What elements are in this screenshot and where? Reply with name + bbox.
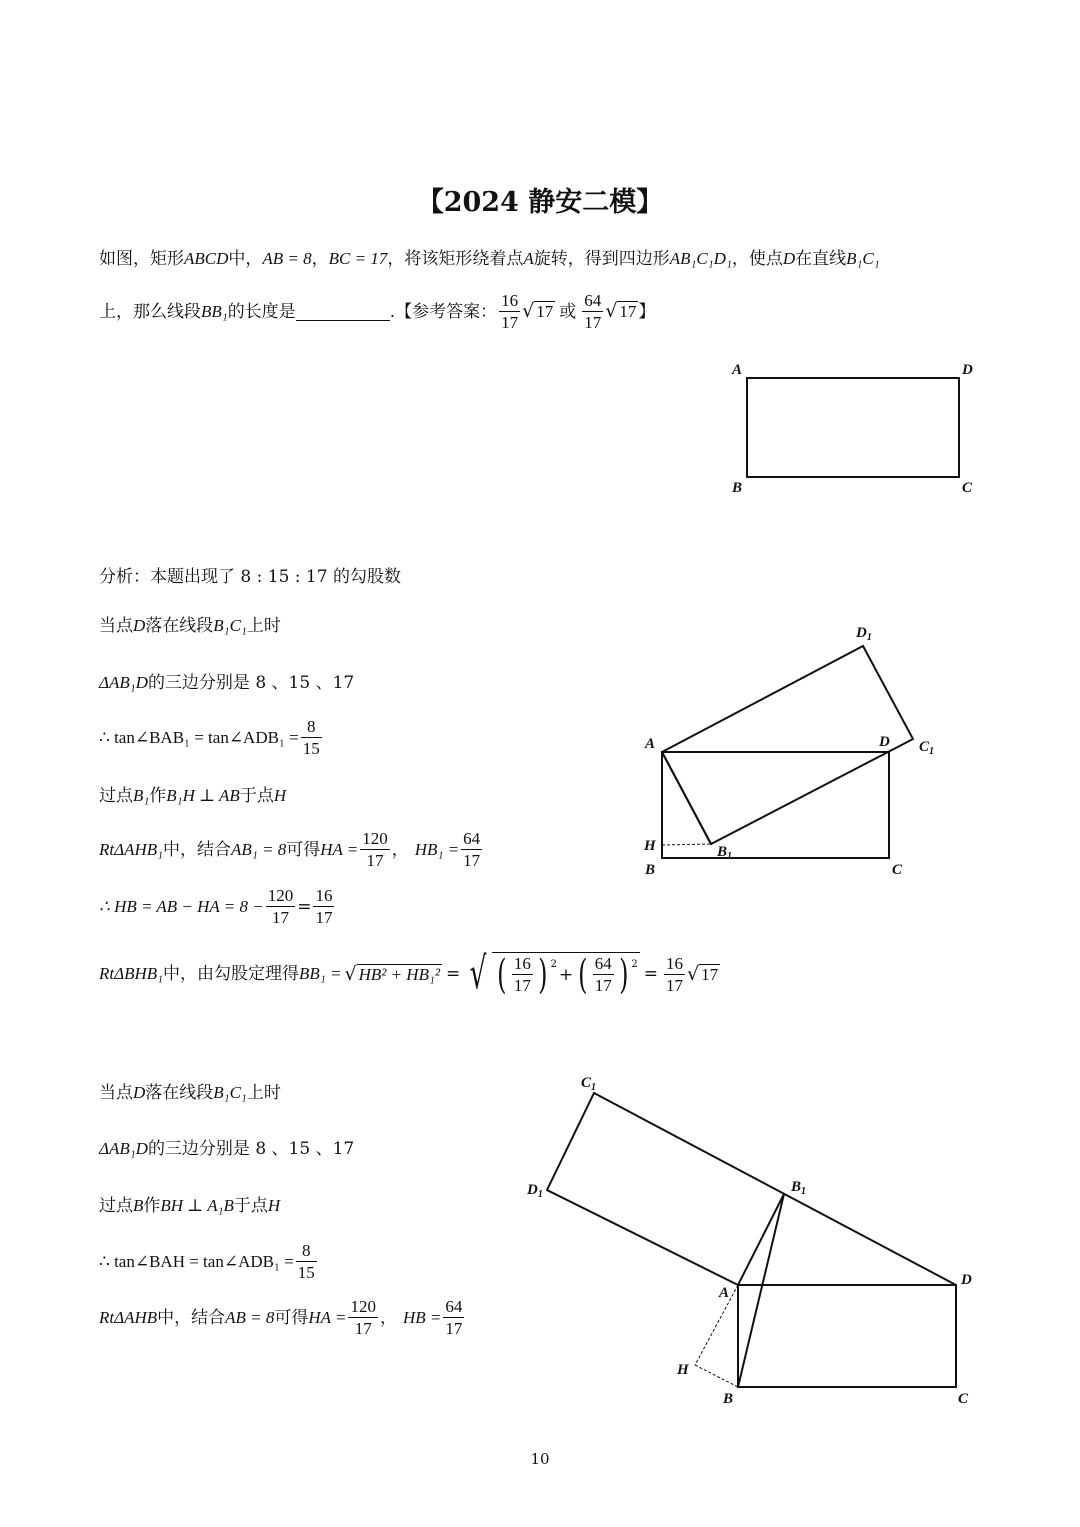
segment-ab1 (662, 752, 711, 844)
figure-case1 (630, 615, 960, 885)
case1-line-1: 当点D落在线段B₁C₁上时 (99, 616, 281, 636)
fraction: $\frac{120}{17}$ (267, 886, 294, 927)
math-bc: BC = 17 (328, 249, 388, 268)
label-b: B (723, 1391, 734, 1407)
reference-answer-label: 【参考答案： (395, 301, 498, 322)
fraction: $\frac{16}{17}$ (315, 886, 333, 927)
segment-hb (695, 1365, 738, 1387)
fraction: $\frac{16}{17}$ (501, 291, 519, 332)
big-sqrt: √ (469, 948, 487, 999)
case2-line-2: ΔAB₁D的三边分别是 8 、15 、17 (99, 1139, 355, 1159)
sqrt: √ 17 (605, 300, 637, 322)
label-d1: $D_1$ (527, 1182, 543, 1200)
case1-line-6: ∴ HB = AB − HA = 8 − $\frac{120}{17}$ = $\frac{16}{17}$ (99, 886, 333, 927)
page-title: 【2024 静安二模】 (416, 187, 664, 218)
figure-case2 (520, 1068, 990, 1413)
analysis-intro: 分析：本题出现了 8 : 15 : 17 的勾股数 (99, 567, 401, 587)
fraction: $\frac{120}{17}$ (350, 1297, 376, 1338)
sqrt: √ 17 (522, 300, 554, 322)
sqrt: √ 17 (686, 962, 719, 985)
segment-bb1 (738, 1194, 784, 1387)
math-b1c1: B₁C₁ (846, 249, 880, 268)
figure-rectangle (720, 355, 990, 505)
label-d: D (961, 1272, 972, 1288)
text: 中， (228, 249, 263, 269)
label-b: B (645, 862, 656, 878)
text: ， (311, 249, 329, 269)
text: 或 (559, 301, 577, 322)
math-a: A (523, 249, 534, 268)
fraction: $\frac{120}{17}$ (362, 829, 388, 870)
text: 旋转，得到四边形 (533, 249, 670, 269)
case2-line-3: 过点B作BH ⊥ A₁B于点H (99, 1196, 281, 1216)
label-c: C (892, 862, 903, 878)
case1-line-2: ΔAB₁D的三边分别是 8 、15 、17 (99, 673, 355, 693)
case2-line-1: 当点D落在线段B₁C₁上时 (99, 1083, 281, 1103)
answer-blank[interactable] (296, 302, 390, 321)
fraction: $\frac{8}{15}$ (302, 717, 320, 758)
rect-abcd (747, 378, 959, 477)
label-d1: $D_1$ (856, 625, 872, 643)
label-a: A (719, 1285, 730, 1301)
segment-ab1 (738, 1194, 784, 1285)
label-b: B (732, 480, 743, 496)
math-rect: ABCD (184, 249, 229, 268)
case1-line-4: 过点B₁作B₁H ⊥ AB于点H (99, 786, 287, 806)
math-ab: AB = 8 (262, 249, 312, 268)
label-d: D (879, 734, 890, 750)
label-c1: $C_1$ (581, 1075, 597, 1093)
page-number: 10 (530, 1450, 550, 1468)
label-c1: $C_1$ (919, 739, 935, 757)
math-quad: AB₁C₁D₁ (669, 249, 732, 268)
case1-line-7: RtΔBHB₁ 中，由勾股定理得 BB₁ = √ HB² + HB₁² = √ ( $\frac{16}{17}$ ) $^2$ + ( $\frac{64}{17}$ ) $^2$ = $\frac{16}{17}$ √ 17 (99, 948, 719, 999)
fraction: $\frac{16}{17}$ (665, 953, 683, 995)
case2-line-5: RtΔAHB 中，结合 AB = 8 可得 HA = $\frac{120}{17}$ ， HB = $\frac{64}{17}$ (99, 1297, 463, 1338)
fraction: $\frac{8}{15}$ (297, 1241, 315, 1282)
rect-abcd (662, 752, 889, 858)
segment-hb1 (662, 844, 711, 845)
text: 如图，矩形 (99, 249, 184, 269)
rotated-rect (662, 646, 913, 844)
problem-line-2 (99, 290, 655, 333)
label-b1: $B_1$ (791, 1179, 807, 1197)
label-a: A (732, 362, 743, 378)
fraction: $\frac{64}{17}$ (584, 291, 602, 332)
label-c: C (958, 1391, 969, 1407)
sqrt-body: ( $\frac{16}{17}$ ) $^2$ + ( $\frac{64}{17}$ ) $^2$ (492, 952, 639, 996)
text: 上，那么线段 (99, 301, 201, 322)
fraction: $\frac{64}{17}$ (463, 829, 481, 870)
case1-line-3: ∴ tan∠BAB₁ = tan∠ADB₁ = $\frac{8}{15}$ (99, 717, 320, 758)
case1-line-5: RtΔAHB₁ 中，结合 AB₁ = 8 可得 HA = $\frac{120}{17}$ ， HB₁ = $\frac{64}{17}$ (99, 829, 481, 870)
sqrt: √ HB² + HB₁² (344, 962, 440, 985)
text: 】 (638, 301, 656, 322)
problem-line-1 (99, 247, 880, 271)
text: 的长度是 (227, 301, 296, 322)
math-d: D (782, 249, 796, 268)
text: . (389, 301, 396, 322)
rect-abcd (738, 1285, 956, 1387)
label-c: C (962, 480, 973, 496)
text: 在直线 (795, 249, 847, 269)
label-d: D (962, 362, 973, 378)
label-b1: $B_1$ (717, 844, 733, 862)
label-h: H (644, 838, 656, 854)
text: ，使点 (731, 249, 783, 269)
fraction: $\frac{64}{17}$ (445, 1297, 463, 1338)
label-a: A (645, 736, 656, 752)
label-h: H (677, 1362, 689, 1378)
text: ，将该矩形绕着点 (387, 249, 524, 269)
case2-line-4: ∴ tan∠BAH = tan∠ADB₁ = $\frac{8}{15}$ (99, 1241, 315, 1282)
segment-ah (695, 1285, 738, 1365)
math-bb1: BB₁ (201, 301, 228, 321)
